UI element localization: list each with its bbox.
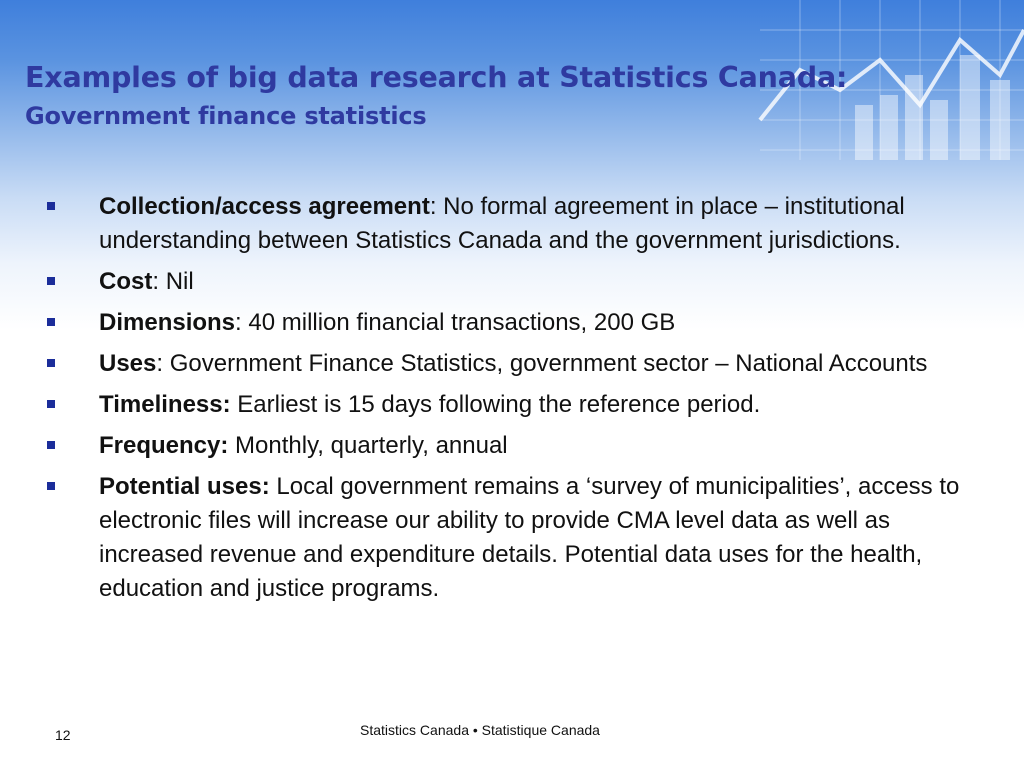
bullet-text: Earliest is 15 days following the reference period.	[237, 391, 761, 418]
bullet-list	[44, 190, 979, 613]
bullet-text: No formal agreement in place – institutional understanding between Statistics Canada and the government jurisdictions.	[99, 193, 905, 254]
bullet-text: Government Finance Statistics, government sector – National Accounts	[169, 350, 928, 377]
bullet-label: Frequency:	[99, 432, 229, 459]
square-bullet-icon	[47, 202, 55, 210]
bullet-label: Timeliness:	[99, 391, 231, 418]
slide-title	[25, 58, 1015, 134]
slide-title-line-1: Examples of big data research at Statistics Canada:	[25, 61, 848, 94]
square-bullet-icon	[47, 441, 55, 449]
bullet-text: Local government remains a ‘survey of municipalities’, access to electronic files will increase our ability to provide CMA level data as well as increased revenue and expenditure details. Potential data uses for the health, education and justice programs.	[99, 473, 960, 602]
bullet-label: Cost	[99, 268, 153, 295]
square-bullet-icon	[47, 400, 55, 408]
page-number: 12	[55, 727, 71, 743]
bullet-label: Uses	[99, 350, 157, 377]
square-bullet-icon	[47, 318, 55, 326]
bullet-label: Dimensions	[99, 309, 236, 336]
bullet-separator: :	[156, 350, 170, 377]
bullet-text: 40 million financial transactions, 200 GB	[248, 309, 676, 336]
bullet-text: Nil	[165, 268, 194, 295]
bullet-uses	[44, 347, 979, 381]
square-bullet-icon	[47, 482, 55, 490]
bullet-timeliness	[44, 388, 979, 422]
bullet-label: Potential uses:	[99, 473, 270, 500]
footer-text: Statistics Canada • Statistique Canada	[360, 722, 600, 738]
bullet-separator: :	[235, 309, 249, 336]
bullet-frequency	[44, 429, 979, 463]
slide-subtitle: Government finance statistics	[25, 102, 427, 130]
square-bullet-icon	[47, 359, 55, 367]
bullet-cost	[44, 265, 979, 299]
bullet-collection-access	[44, 190, 979, 258]
bullet-separator: :	[152, 268, 166, 295]
bullet-separator: :	[429, 193, 444, 220]
square-bullet-icon	[47, 277, 55, 285]
bullet-text: Monthly, quarterly, annual	[235, 432, 508, 459]
bullet-potential-uses	[44, 470, 979, 606]
bullet-dimensions	[44, 306, 979, 340]
bullet-label: Collection/access agreement	[99, 193, 430, 220]
